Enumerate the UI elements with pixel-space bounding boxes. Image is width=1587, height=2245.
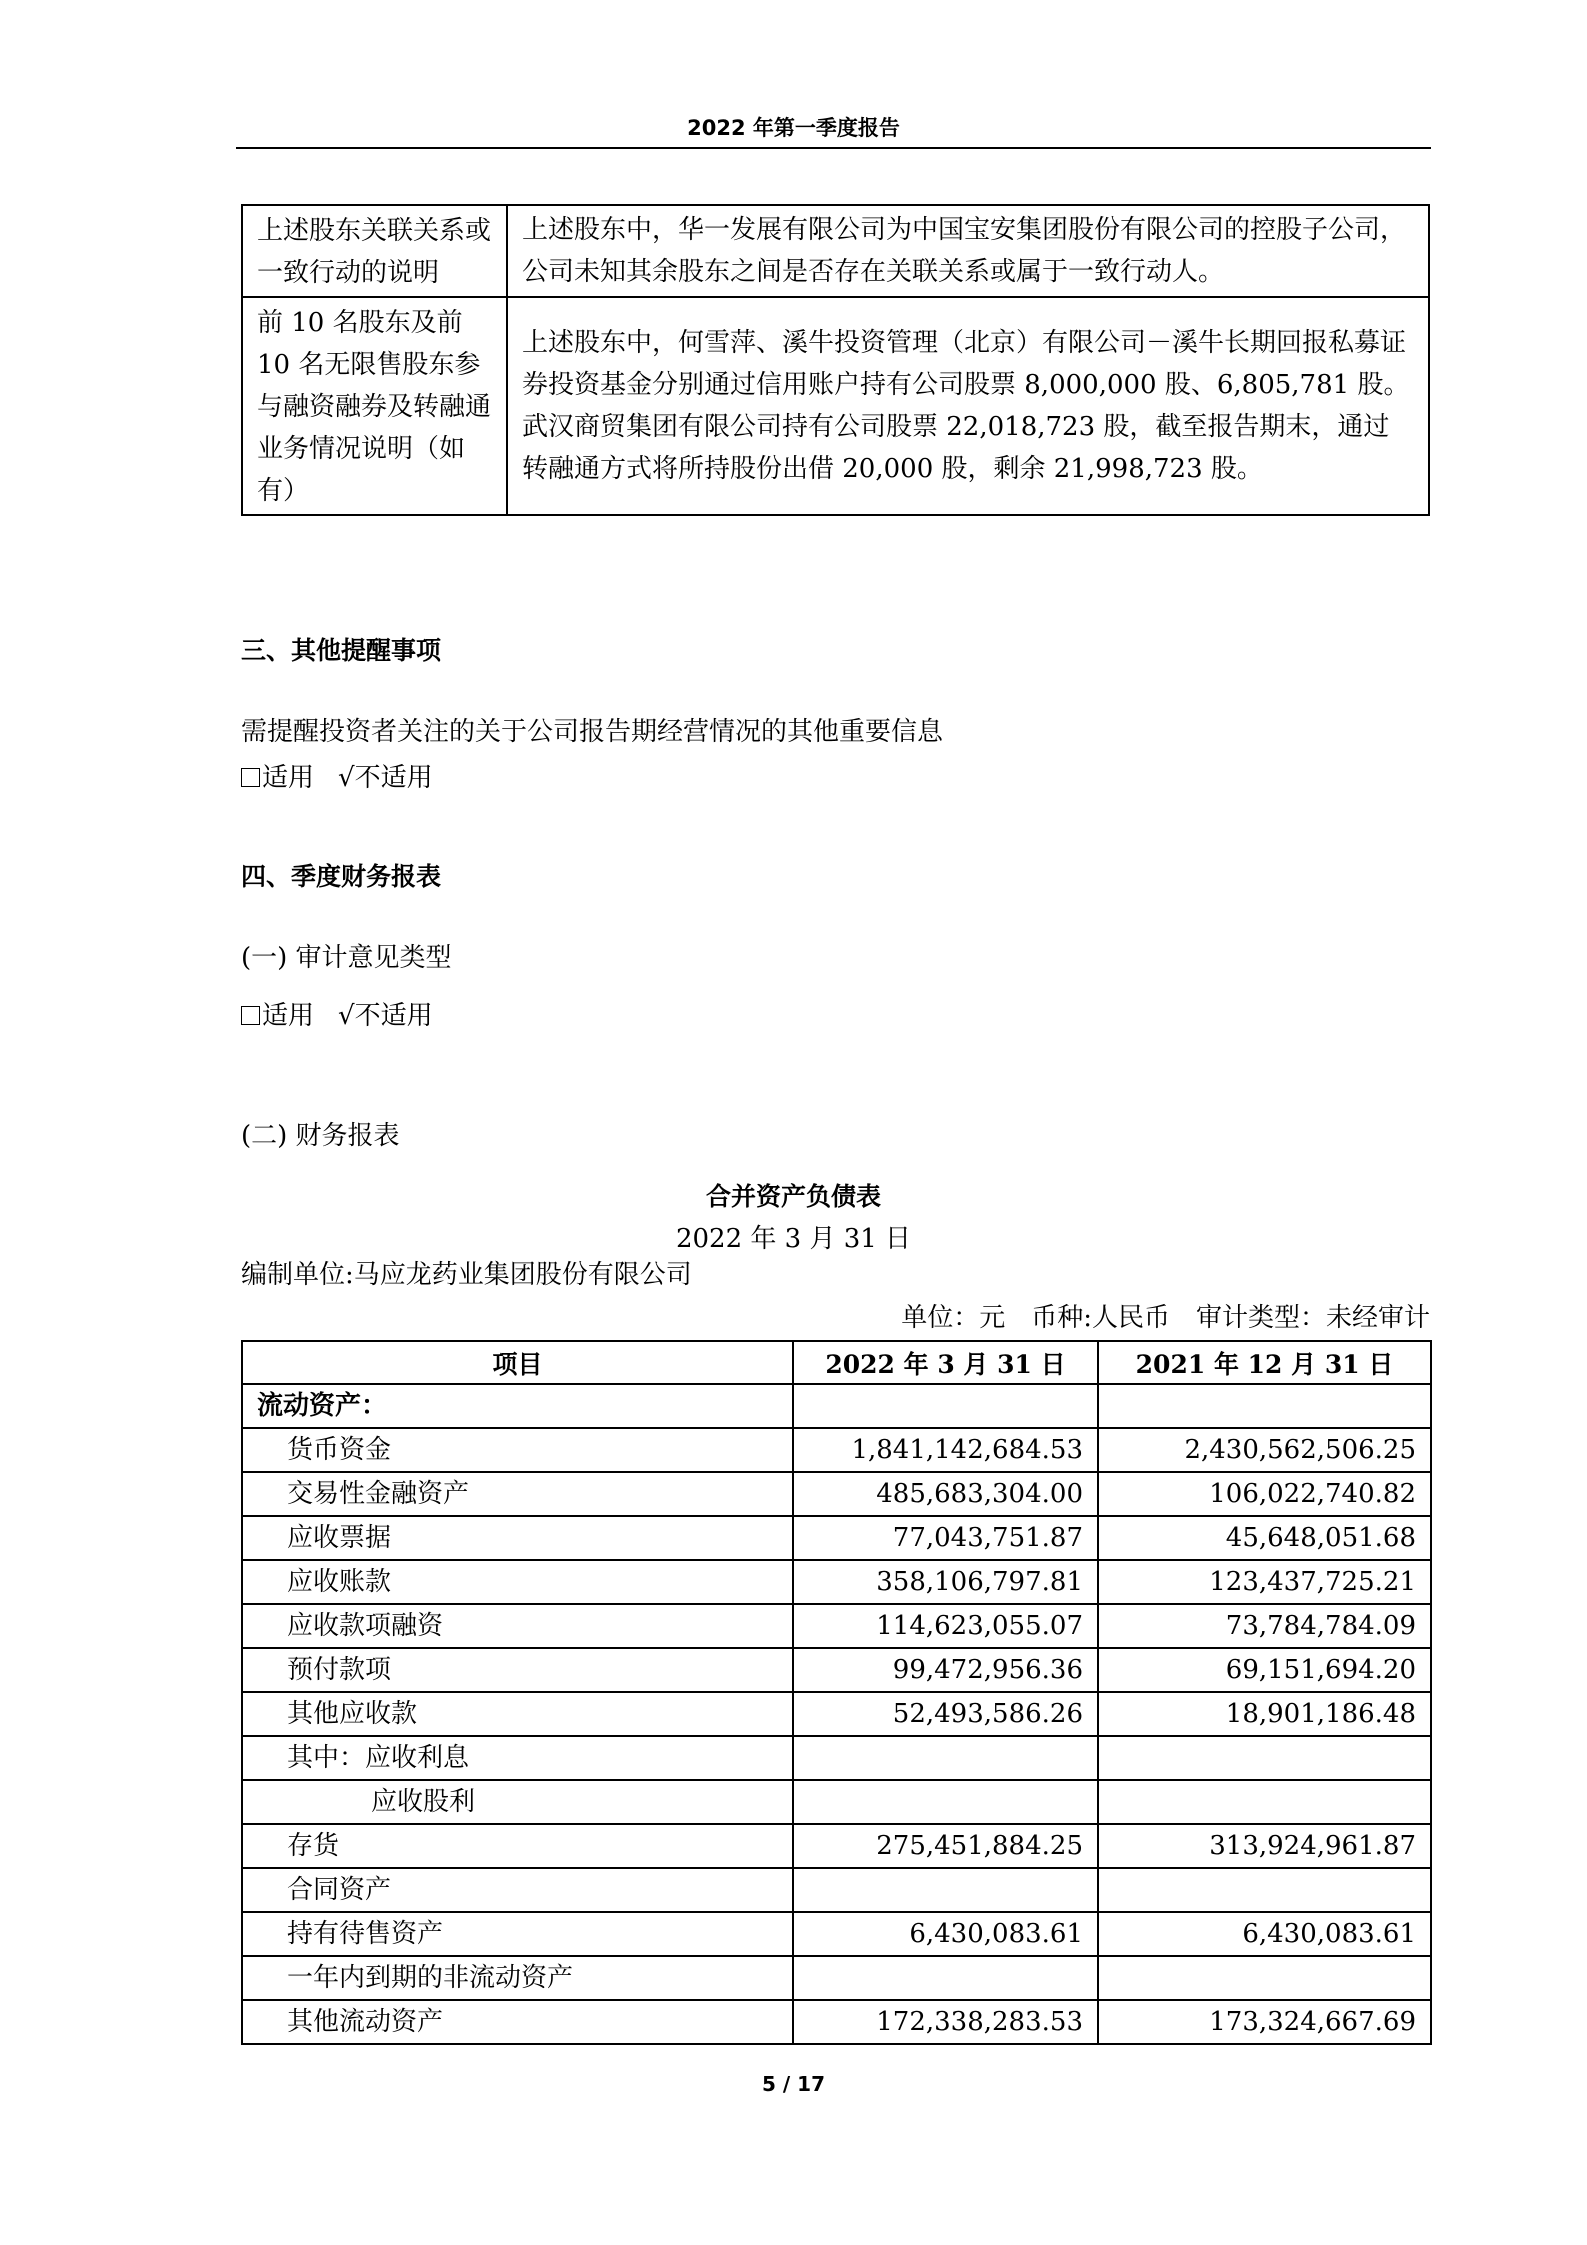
row-text: 上述股东中，何雪萍、溪牛投资管理（北京）有限公司－溪牛长期回报私募证券投资基金分别通过信用账户持有公司股票 8,000,000 股、6,805,781 股。武汉商贸集团有限公司持有公司股票 22,018,723 股，截至报告期末，通过转融通方式将所持股份出借 20,000 股，剩余 21,998,723 股。 [507,297,1429,515]
statement-title: 合并资产负债表 [705,1182,881,1211]
table-row [242,1516,1431,1560]
value-2022: 114,623,055.07 [793,1604,1098,1648]
value-2022 [793,1956,1098,2000]
value-2022 [793,1384,1098,1428]
row-label: 前 10 名股东及前 10 名无限售股东参与融资融券及转融通业务情况说明（如有） [242,297,507,515]
value-2021: 106,022,740.82 [1098,1472,1431,1516]
value-2022: 6,430,083.61 [793,1912,1098,1956]
value-2021: 313,924,961.87 [1098,1824,1431,1868]
table-row [242,1428,1431,1472]
value-2021 [1098,1868,1431,1912]
row-label: 其中：应收利息 [242,1736,793,1780]
table-row [242,1956,1431,2000]
table-row [242,1824,1431,1868]
table-row [242,297,1429,515]
audit-opinion-subheading: (一) 审计意见类型 [241,943,452,973]
not-applicable-label: √不适用 [338,763,433,793]
report-header-title: 2022 年第一季度报告 [687,116,900,140]
value-2021: 123,437,725.21 [1098,1560,1431,1604]
value-2022 [793,1736,1098,1780]
row-label: 交易性金融资产 [242,1472,793,1516]
value-2021 [1098,1780,1431,1824]
row-label: 应收款项融资 [242,1604,793,1648]
column-header: 项目 [242,1341,793,1384]
statement-date: 2022 年 3 月 31 日 [675,1224,912,1254]
row-label: 其他应收款 [242,1692,793,1736]
unit-line: 单位：元 币种:人民币 审计类型：未经审计 [901,1303,1430,1333]
row-label: 合同资产 [242,1868,793,1912]
shareholder-notes-table [241,204,1430,516]
row-label: 货币资金 [242,1428,793,1472]
row-label: 其他流动资产 [242,2000,793,2044]
row-label: 一年内到期的非流动资产 [242,1956,793,2000]
reminder-text: 需提醒投资者关注的关于公司报告期经营情况的其他重要信息 [241,717,944,747]
value-2022: 52,493,586.26 [793,1692,1098,1736]
table-row [242,1472,1431,1516]
value-2022: 172,338,283.53 [793,2000,1098,2044]
value-2021: 45,648,051.68 [1098,1516,1431,1560]
page-number: 5 / 17 [762,2072,825,2096]
checkbox-empty-icon [241,768,260,787]
value-2021: 2,430,562,506.25 [1098,1428,1431,1472]
not-applicable-label: √不适用 [338,1001,433,1031]
table-row [242,1648,1431,1692]
value-2021 [1098,1384,1431,1428]
value-2021: 69,151,694.20 [1098,1648,1431,1692]
value-2021: 18,901,186.48 [1098,1692,1431,1736]
row-label: 预付款项 [242,1648,793,1692]
header-divider [236,147,1431,149]
value-2021 [1098,1736,1431,1780]
table-row [242,1736,1431,1780]
row-label: 存货 [242,1824,793,1868]
row-label: 应收票据 [242,1516,793,1560]
table-row [242,1604,1431,1648]
table-row [242,205,1429,297]
value-2022: 485,683,304.00 [793,1472,1098,1516]
value-2022: 1,841,142,684.53 [793,1428,1098,1472]
value-2022: 99,472,956.36 [793,1648,1098,1692]
table-row [242,1780,1431,1824]
row-label: 上述股东关联关系或一致行动的说明 [242,205,507,297]
applicable-options [241,757,433,794]
table-row [242,1692,1431,1736]
row-label: 应收股利 [242,1780,793,1824]
section-heading-other-reminders: 三、其他提醒事项 [241,636,442,665]
table-row [242,1560,1431,1604]
checkbox-empty-icon [241,1006,260,1025]
table-row [242,1868,1431,1912]
table-row [242,1912,1431,1956]
value-2021: 73,784,784.09 [1098,1604,1431,1648]
column-header: 2021 年 12 月 31 日 [1098,1341,1431,1384]
value-2022: 77,043,751.87 [793,1516,1098,1560]
financial-statements-subheading: (二) 财务报表 [241,1121,400,1151]
row-text: 上述股东中，华一发展有限公司为中国宝安集团股份有限公司的控股子公司，公司未知其余股东之间是否存在关联关系或属于一致行动人。 [507,205,1429,297]
table-row [242,2000,1431,2044]
table-header-row [242,1341,1431,1384]
audit-applicable-options [241,995,433,1032]
value-2022: 358,106,797.81 [793,1560,1098,1604]
value-2021: 6,430,083.61 [1098,1912,1431,1956]
value-2022: 275,451,884.25 [793,1824,1098,1868]
applicable-label: 适用 [262,1001,315,1031]
section-heading-financial-statements: 四、季度财务报表 [241,862,442,891]
value-2021: 173,324,667.69 [1098,2000,1431,2044]
row-label: 应收账款 [242,1560,793,1604]
balance-sheet-table [241,1340,1432,2045]
value-2021 [1098,1956,1431,2000]
column-header: 2022 年 3 月 31 日 [793,1341,1098,1384]
value-2022 [793,1868,1098,1912]
table-row [242,1384,1431,1428]
value-2022 [793,1780,1098,1824]
row-label: 流动资产： [242,1384,793,1428]
row-label: 持有待售资产 [242,1912,793,1956]
preparer-line: 编制单位:马应龙药业集团股份有限公司 [241,1260,692,1290]
applicable-label: 适用 [262,763,315,793]
